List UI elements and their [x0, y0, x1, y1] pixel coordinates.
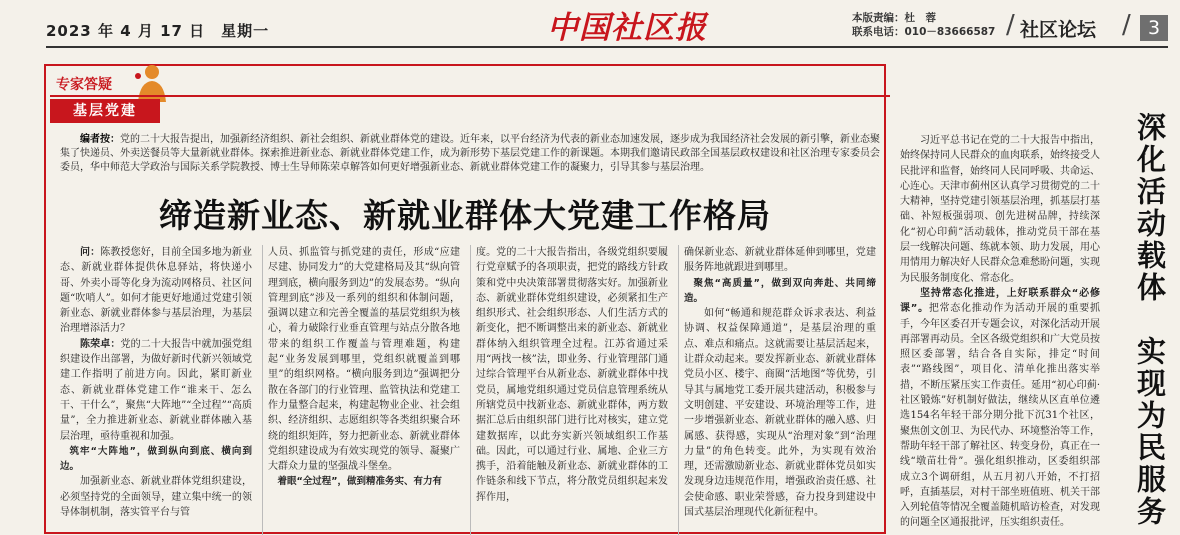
editors-note-label: 编者按：	[80, 134, 120, 145]
answer-label: 陈荣卓：	[80, 338, 121, 350]
question-text: 陈教授您好，目前全国多地为新业态、新就业群体提供休息驿站，将快递小哥、外卖小哥等化身为流动网格员、社区问题“吹哨人”。如何才能更好地通过党建引领新业态、新就业群体参与基层治理，为基层治理增添活力？	[60, 247, 252, 335]
newspaper-logo: 中国社区报	[547, 10, 707, 46]
paragraph: 加强新业态、新就业群体党组织建设，必须坚持党的全面领导，建立集中统一的领导体制机制，落实管平台与管	[60, 476, 252, 519]
paragraph: 如何“畅通和规范群众诉求表达、利益协调、权益保障通道”，是基层治理的重点、难点和痛点。这就需要让基层活起来，让群众动起来。要发挥新业态、新就业群体党员小区、楼宇、商圈“活地图”等优势，引导其与属地党工委开展共建活动，积极参与文明创建、平安建设、环境治理等工作，进一步增强新业态、新就业群体的融入感、归属感、获得感，实现从“治理对象”到“治理力量”的角色转变。此外，为实现有效治理，还需激励新业态、新就业群体党员如实发现身边违规范作用，增强政治责任感、社会使命感、职业荣誉感，奋力投身到建设中国式基层治理现代化新征程中。	[684, 308, 876, 519]
column-divider	[678, 245, 679, 535]
expert-qa-label: 专家答疑	[56, 77, 112, 93]
side-article-title: 深化活动载体 实现为民服务	[1133, 112, 1167, 528]
page-header	[0, 0, 1180, 44]
page-number: 3	[1140, 15, 1168, 41]
paragraph: 度。党的二十大报告指出，各级党组织要履行党章赋予的各项职责，把党的路线方针政策和党中央决策部署贯彻落实好。加强新业态、新就业群体党组织建设，必须紧扣生产组织形式、社会组织形态、人们生活方式的新变化，把不断调整出来的新业态、新就业群体纳入组织管理全过程。江苏省通过采用“两找一核”法，即业务、行业管理部门通过综合管理平台从新业态、新就业群体中找党员，属地党组织通过党员信息管理系统从所辖党员中找新业态、新就业群体，两方数据汇总后由组织部门进行比对核实，建立党建数据库，以此夯实新兴领域组织工作基础。因此，可以通过行业、属地、企业三方携手，沿着能触及新业态、新就业群体的工作链条和线下节点，将分散党员组织起来发挥作用，	[476, 247, 668, 503]
issue-date: 2023 年 4 月 17 日 星期一	[46, 22, 270, 40]
paragraph: 习近平总书记在党的二十大报告中指出，始终保持同人民群众的血肉联系，始终接受人民批评和监督，始终同人民同呼吸、共命运、心连心。天津市蓟州区认真学习贯彻党的二十大精神，坚持党建引领基层治理，抓基层打基础、补短板强弱项、创先进树品牌，持续深化“初心印蓟”活动载体，推动党员干部在基层一线解决问题、练就本领、助力发展，用心用情用力解决好人民群众急难愁盼问题，实现为民服务制度化、常态化。	[900, 135, 1100, 284]
column-divider	[470, 245, 471, 535]
article-column-2	[268, 245, 460, 535]
article-column-3	[476, 245, 668, 535]
subheading: 着眼“全过程”，做到精准务实、有力有	[277, 476, 442, 488]
section-name: 社区论坛	[1020, 19, 1097, 41]
subheading: 坚持常态化推进，上好联系群众“必修课”。	[900, 287, 1100, 315]
editors-note-text: 党的二十大报告提出，加强新经济组织、新社会组织、新就业群体党的建设。近年来，以平台经济为代表的新业态加速发展，逐步成为我国经济社会发展的新引擎，新业态聚集了快递员、外卖送餐员等大量新就业群体。探索推进新业态、新就业群体党建工作，成为新形势下基层党建工作的新课题。本期我们邀请民政部全国基层政权建设和社区治理专家委员会委员，华中师范大学政治与国际关系学院教授、博士生导师陈荣卓解答如何更好增强新业态、新就业群体党建工作的凝聚力，引导其参与基层治理。	[60, 134, 880, 173]
column-tag: 基层党建	[50, 99, 160, 123]
header-rule	[46, 46, 1168, 48]
slash-divider: /	[1122, 10, 1131, 40]
article-column-1	[60, 245, 252, 535]
subheading: 聚焦“高质量”，做到双向奔赴、共同缔造。	[684, 277, 876, 304]
paragraph: 人员、抓监管与抓党建的责任，形成“应建尽建、协同发力”的大党建格局及其“纵向管理到底，横向服务到边”的发展态势。“纵向管理到底”涉及一系列的组织和体制问题，强调以建立和完善全覆盖的基层党组织为核心，着力破除行业垂直管理与站点分散各地带来的组织工作覆盖与管理难题，构建起“业务发展到哪里，党组织就覆盖到哪里”的组织网格。“横向服务到边”强调把分散在各部门的行业管理、监管执法和党建工作力量整合起来，构建起物业企业、社会组织、经济组织、志愿组织等各类组织聚合环绕的组织矩阵，努力把新业态、新就业群体党组织建设成为有效实现党的领导、凝聚广大群众力量的坚强战斗堡垒。	[268, 247, 460, 473]
slash-divider: /	[1006, 10, 1015, 40]
editors-note	[60, 133, 882, 175]
question-label: 问：	[80, 247, 101, 258]
column-divider	[262, 245, 263, 535]
side-article	[900, 133, 1100, 533]
tag-rule	[50, 95, 890, 97]
editor-phone: 联系电话：010－83666587	[852, 26, 996, 38]
article-column-4	[684, 245, 876, 535]
paragraph: 把常态化推动作为活动开展的重要抓手，今年区委召开专题会议，对深化活动开展再部署再动员。全区各级党组织和广大党员按照区委部署，结合各自实际，排定“时间表”“路线图”，项目化、清单化推出落实举措，不断压紧压实工作责任。延用“初心印蓟·社区锻炼”好机制好做法，继续从区直单位遴选154名年轻干部分期分批下沉31个社区，聚焦创文创卫、为民代办、环境整治等工作，帮助年轻干部了解社区、转变身份，真正在一线“墩苗壮骨”。强化组织推动，区委组织部成立3个调研组，从五月初八开始，不打招呼，直插基层，对村干部坐班值班、机关干部入列轮值等情况全覆盖随机暗访检查，对发现的问题全区通报批评，压实组织责任。	[900, 303, 1100, 529]
paragraph: 确保新业态、新就业群体延伸到哪里，党建服务阵地就跟进到哪里。	[684, 247, 876, 274]
answer-text: 党的二十大报告中就加强党组织建设作出部署，为做好新时代新兴领域党建工作指明了前进方向。因此，紧盯新业态、新就业群体党建工作“谁来干、怎么干、干什么”，聚焦“大阵地”“全过程”“高质量”，全力推进新业态、新就业群体融入基层治理，亟待重视和加强。	[60, 338, 252, 442]
subheading: 筑牢“大阵地”，做到纵向到底、横向到边。	[60, 445, 252, 473]
editor-info	[852, 11, 995, 39]
article-headline: 缔造新业态、新就业群体大党建工作格局	[159, 196, 771, 235]
editor-name: 本版责编：杜 蓉	[852, 12, 936, 24]
